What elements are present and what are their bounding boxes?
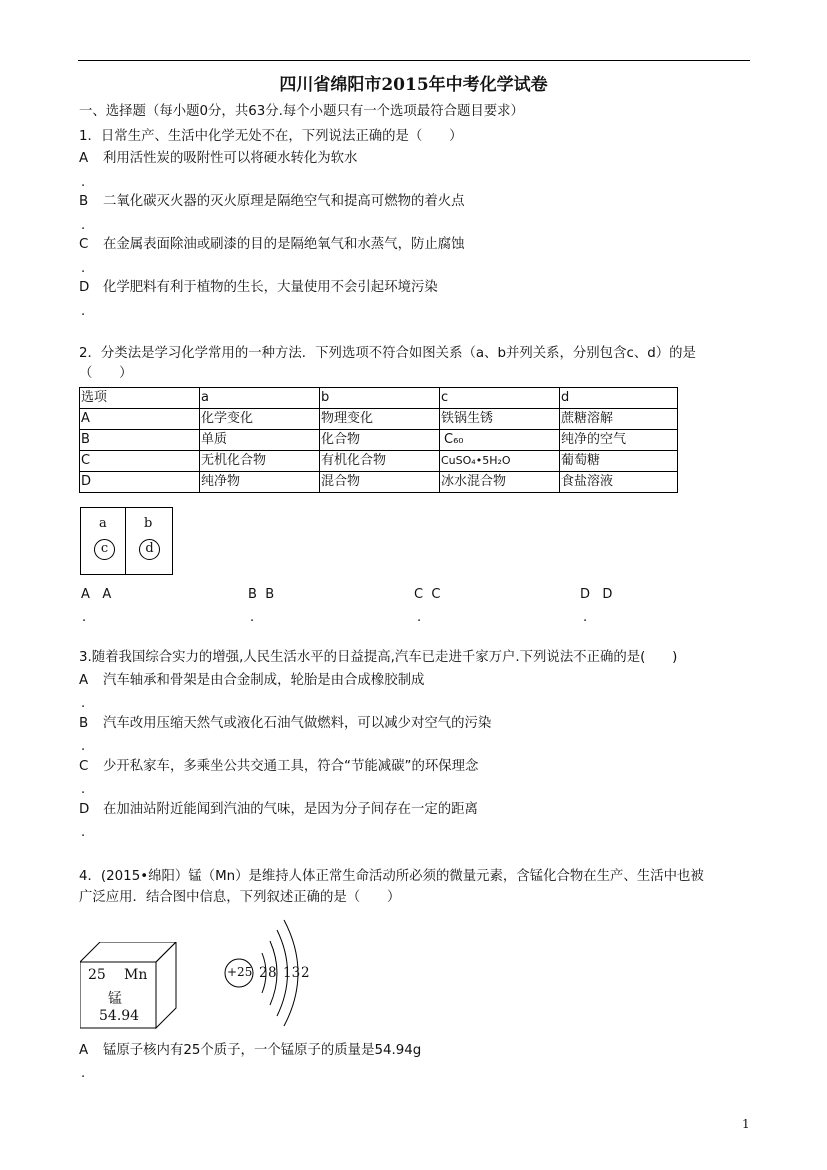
header-rule — [78, 60, 750, 61]
q3-option-d[interactable]: D 在加油站附近能闻到汽油的气味，是因为分子间存在一定的距离 — [79, 802, 478, 817]
table-header-row: 选项 a b c d — [80, 388, 678, 409]
element-symbol: Mn — [124, 967, 148, 983]
q1-option-a[interactable]: A 利用活性炭的吸附性可以将硬水转化为软水 — [79, 151, 358, 166]
page-title: 四川省绵阳市2015年中考化学试卷 — [279, 75, 548, 95]
label-b: b — [144, 516, 153, 531]
q1-stem: 1．日常生产、生活中化学无处不在，下列说法正确的是（ ） — [79, 129, 463, 144]
q4-stem-cont: 广泛应用．结合图中信息，下列叙述正确的是（ ） — [79, 890, 401, 905]
relation-diagram — [80, 507, 173, 575]
shell-1: 2 — [259, 965, 268, 981]
q4-option-a[interactable]: A 锰原子核内有25个质子，一个锰原子的质量是54.94g — [79, 1043, 422, 1058]
section-heading: 一、选择题（每小题0分，共63分.每个小题只有一个选项最符合题目要求） — [79, 104, 524, 119]
q1-option-d[interactable]: D 化学肥料有利于植物的生长，大量使用不会引起环境污染 — [79, 280, 438, 295]
element-mass: 54.94 — [99, 1008, 140, 1024]
shell-4: 2 — [301, 965, 310, 981]
table-row: D 纯净物 混合物 冰水混合物 食盐溶液 — [80, 472, 678, 493]
q1-option-b[interactable]: B 二氧化碳灭火器的灭火原理是隔绝空气和提高可燃物的着火点 — [79, 194, 465, 209]
nucleus-charge: +25 — [227, 965, 253, 979]
table-row: C 无机化合物 有机化合物 CuSO₄•5H₂O 葡萄糖 — [80, 451, 678, 472]
q2-answer-b[interactable]: B B — [248, 587, 275, 602]
element-number: 25 — [88, 967, 106, 983]
q2-answer-a[interactable]: A A — [81, 587, 112, 602]
element-card — [80, 942, 180, 1034]
shell-2: 8 — [268, 965, 277, 981]
q2-answer-d[interactable]: D D — [580, 587, 613, 602]
q3-option-a[interactable]: A 汽车轴承和骨架是由合金制成，轮胎是由合成橡胶制成 — [79, 673, 425, 688]
q3-stem: 3.随着我国综合实力的增强,人民生活水平的日益提高,汽车已走进千家万户.下列说法不正确的是( ) — [79, 650, 678, 665]
q3-option-b[interactable]: B 汽车改用压缩天然气或液化石油气做燃料，可以减少对空气的污染 — [79, 716, 492, 731]
q1-option-c[interactable]: C 在金属表面除油或刷漆的目的是隔绝氧气和水蒸气，防止腐蚀 — [79, 237, 465, 252]
q3-option-c[interactable]: C 少开私家车，多乘坐公共交通工具，符合“节能减碳”的环保理念 — [79, 759, 479, 774]
q2-answer-c[interactable]: C C — [414, 587, 441, 602]
shell-3: 13 — [283, 965, 301, 981]
circle-d: d — [139, 539, 160, 560]
table-row: B 单质 化合物 C₆₀ 纯净的空气 — [80, 430, 678, 451]
element-name: 锰 — [108, 991, 122, 1007]
circle-c: c — [94, 539, 115, 560]
q4-stem: 4．(2015•绵阳）锰（Mn）是维持人体正常生命活动所必须的微量元素，含锰化合物在生产、生活中也被 — [79, 869, 704, 884]
label-a: a — [99, 516, 107, 531]
table-row: A 化学变化 物理变化 铁锅生锈 蔗糖溶解 — [80, 409, 678, 430]
q2-stem-cont: （ ） — [79, 366, 133, 381]
classification-table — [79, 387, 678, 493]
page-number: 1 — [742, 1117, 750, 1131]
q2-stem: 2．分类法是学习化学常用的一种方法．下列选项不符合如图关系（a、b并列关系，分别包含c、d）的是 — [79, 346, 696, 361]
